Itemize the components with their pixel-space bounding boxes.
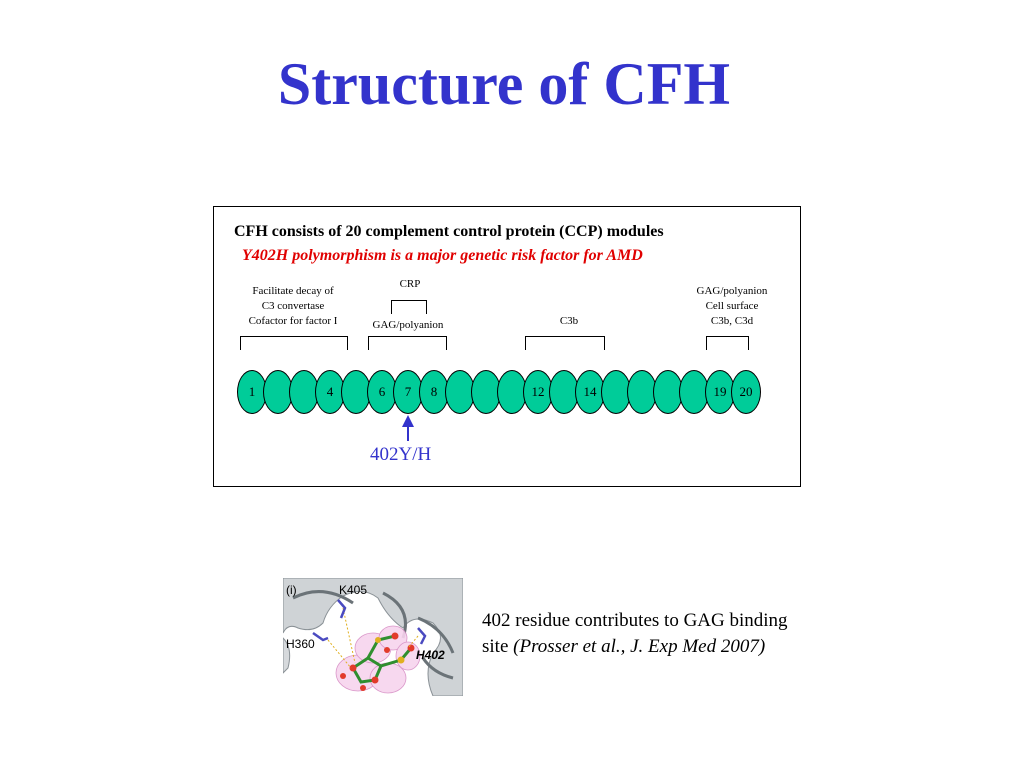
- residue-label-h402: H402: [416, 648, 445, 662]
- region-label-gag: GAG/polyanion: [372, 319, 444, 331]
- region-label-n-term-line2: C3 convertase: [261, 300, 325, 312]
- ccp-module-7: 7: [393, 370, 423, 414]
- cfh-diagram: [213, 206, 801, 487]
- panel-label: (i): [286, 583, 297, 597]
- ccp-module-20: 20: [731, 370, 761, 414]
- ccp-module-8: 8: [419, 370, 449, 414]
- ccp-module-19: 19: [705, 370, 735, 414]
- region-label-n-term-line3: Cofactor for factor I: [248, 315, 338, 327]
- ccp-module-4: 4: [315, 370, 345, 414]
- region-label-c-term: [682, 284, 782, 329]
- diagram-heading: CFH consists of 20 complement control protein (CCP) modules: [234, 223, 664, 240]
- bracket-n-term: [240, 336, 348, 350]
- bracket-crp: [391, 300, 427, 314]
- ccp-module-6: 6: [367, 370, 397, 414]
- caption-citation: (Prosser et al., J. Exp Med 2007): [513, 636, 766, 657]
- variant-arrow-shaft: [407, 425, 409, 441]
- slide-title: Structure of CFH: [277, 51, 731, 117]
- region-label-c3b: C3b: [559, 315, 579, 327]
- residue-label-k405: K405: [339, 583, 368, 597]
- bracket-c-term: [706, 336, 749, 350]
- ccp-module-12: 12: [523, 370, 553, 414]
- ccp-module-14: 14: [575, 370, 605, 414]
- bracket-c3b: [525, 336, 605, 350]
- region-label-c-term-line1: GAG/polyanion: [696, 285, 768, 297]
- diagram-subheading: Y402H polymorphism is a major genetic risk factor for AMD: [242, 247, 643, 264]
- region-label-n-term: [238, 284, 348, 329]
- region-label-n-term-line1: Facilitate decay of: [252, 285, 334, 297]
- region-label-c-term-line2: Cell surface: [705, 300, 759, 312]
- figure-caption: [482, 608, 802, 660]
- molecular-structure-svg: [283, 578, 463, 696]
- caption-text: 402 residue contributes to GAG binding site: [482, 610, 788, 657]
- residue-label-h360: H360: [286, 637, 315, 651]
- ccp-module-1: 1: [237, 370, 267, 414]
- variant-label: 402Y/H: [370, 444, 432, 465]
- molecular-structure-figure: [283, 578, 463, 696]
- bracket-gag: [368, 336, 447, 350]
- region-label-crp: CRP: [399, 278, 421, 290]
- region-label-c-term-line3: C3b, C3d: [710, 315, 754, 327]
